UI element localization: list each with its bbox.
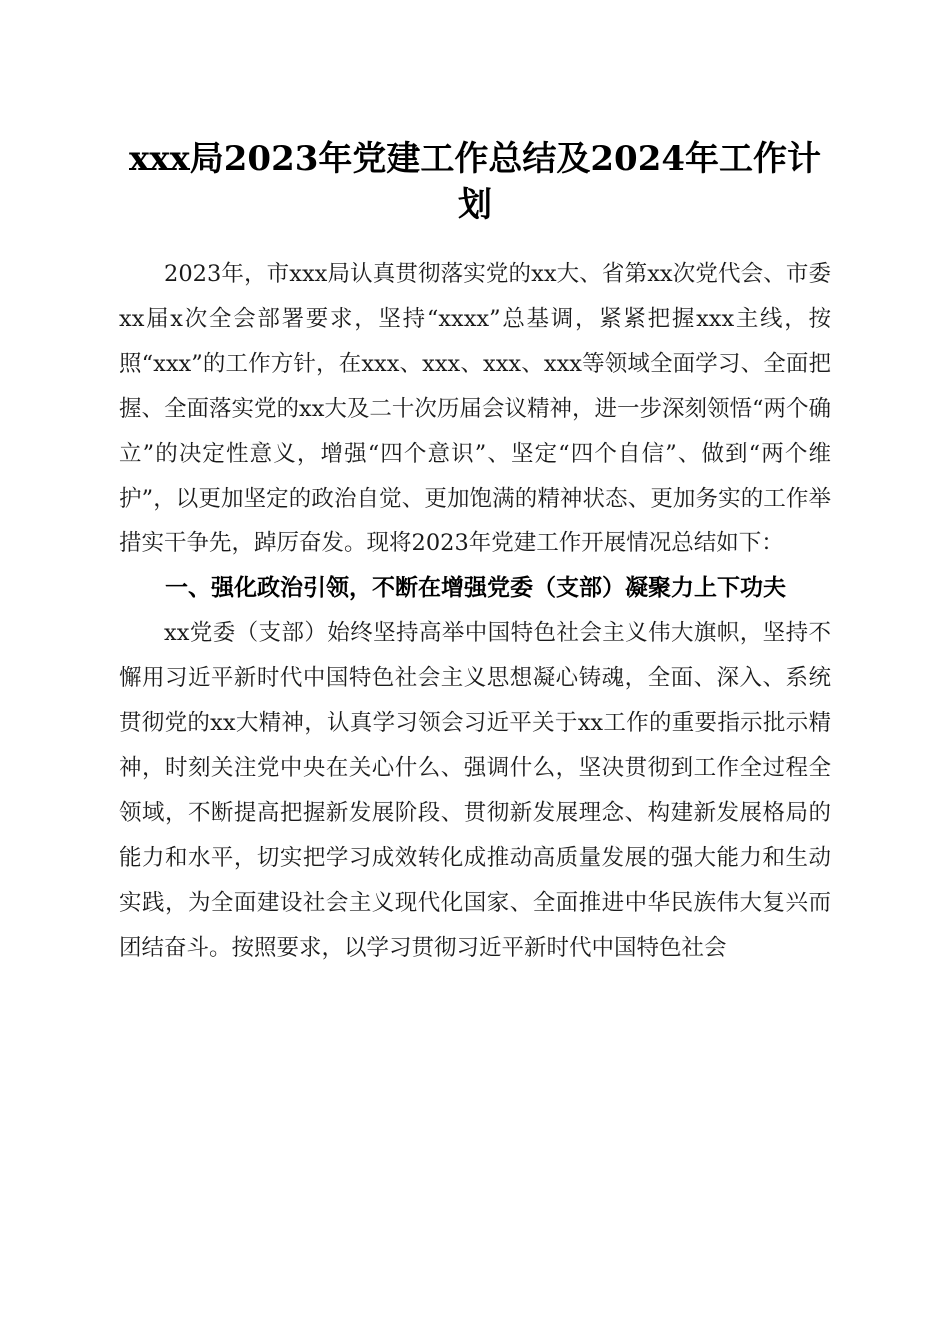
document-title: xxx局2023年党建工作总结及2024年工作计划	[128, 139, 822, 225]
document-body	[119, 252, 831, 971]
section-1-heading: 一、强化政治引领，不断在增强党委（支部）凝聚力上下功夫	[165, 575, 786, 602]
section-1-paragraph: xx党委（支部）始终坚持高举中国特色社会主义伟大旗帜，坚持不懈用习近平新时代中国特色社会主义思想凝心铸魂，全面、深入、系统贯彻党的xx大精神，认真学习领会习近平关于xx工作的重要指示批示精神，时刻关注党中央在关心什么、强调什么，坚决贯彻到工作全过程全领域，不断提高把握新发展阶段、贯彻新发展理念、构建新发展格局的能力和水平，切实把学习成效转化成推动高质量发展的强大能力和生动实践，为全面建设社会主义现代化国家、全面推进中华民族伟大复兴而团结奋斗。按照要求，以学习贯彻习近平新时代中国特色社会	[119, 620, 831, 961]
intro-paragraph: 2023年，市xxx局认真贯彻落实党的xx大、省第xx次党代会、市委xx届x次全会部署要求，坚持“xxxx”总基调，紧紧把握xxx主线，按照“xxx”的工作方针，在xxx、xxx、xxx、xxx等领域全面学习、全面把握、全面落实党的xx大及二十次历届会议精神，进一步深刻领悟“两个确立”的决定性意义，增强“四个意识”、坚定“四个自信”、做到“两个维护”，以更加坚定的政治自觉、更加饱满的精神状态、更加务实的工作举措实干争先，踔厉奋发。现将2023年党建工作开展情况总结如下：	[119, 261, 831, 557]
